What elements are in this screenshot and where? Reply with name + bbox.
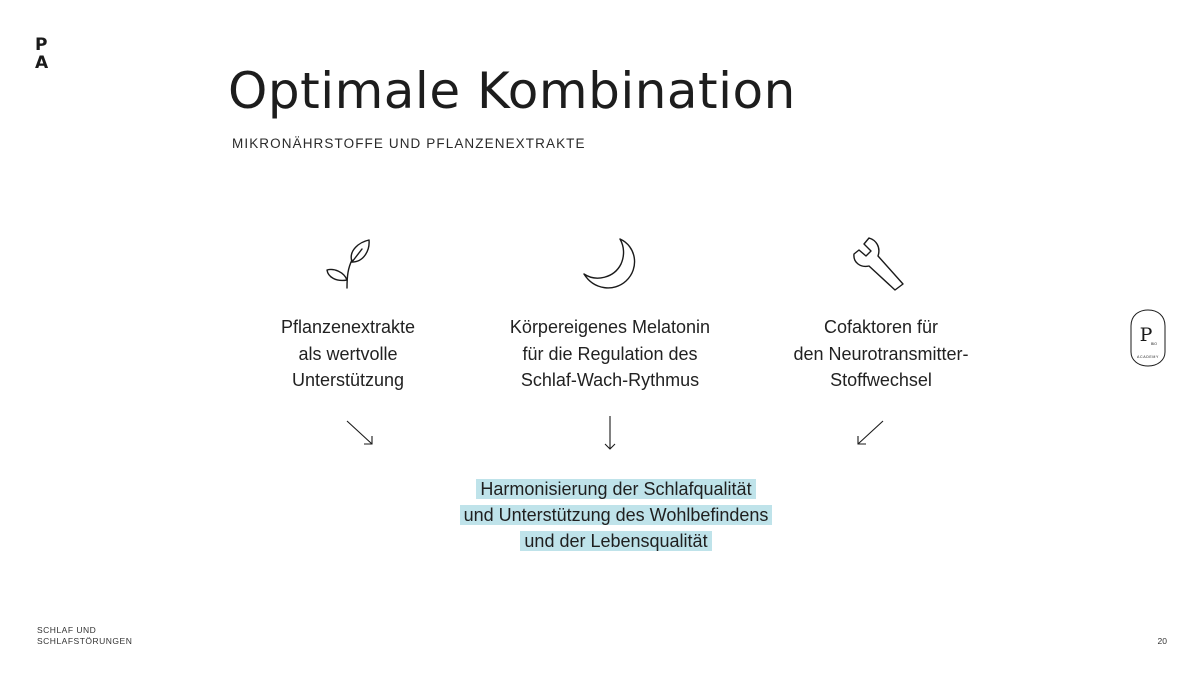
column-text-line: Stoffwechsel	[830, 370, 932, 390]
arrow-down-icon	[601, 414, 619, 452]
pa-logo	[35, 36, 48, 72]
logo-letter-p: P	[35, 35, 48, 55]
page-subtitle: MIKRONÄHRSTOFFE UND PFLANZENEXTRAKTE	[232, 136, 586, 151]
page-number: 20	[1157, 636, 1167, 646]
column-text-line: Cofaktoren für	[823, 317, 939, 337]
footer-line: SCHLAF UND	[37, 625, 97, 635]
result-line: und der Lebensqualität	[520, 531, 711, 551]
logo-letter-a: A	[35, 53, 49, 73]
academy-badge-logo	[1127, 308, 1169, 368]
arrow-down-left-icon	[854, 418, 886, 448]
column-text-line: Körpereigenes Melatonin	[509, 317, 711, 337]
badge-ring-text: ACADEMY	[1137, 355, 1159, 359]
moon-icon	[580, 232, 640, 292]
column-text-line: Pflanzenextrakte	[280, 317, 416, 337]
column-cofactors	[761, 232, 1001, 394]
column-text-line: als wertvolle	[298, 343, 398, 364]
result-line: Harmonisierung der Schlafqualität	[476, 479, 755, 499]
badge-small-text: BIO	[1150, 342, 1158, 346]
column-text-line: den Neurotransmitter-	[793, 343, 969, 364]
column-text-line: für die Regulation des	[522, 343, 698, 364]
column-plant-extracts	[228, 232, 468, 394]
result-statement	[0, 476, 1200, 554]
footer-line: SCHLAFSTÖRUNGEN	[37, 635, 133, 646]
column-text-line: Unterstützung	[291, 370, 405, 390]
column-melatonin	[490, 232, 730, 394]
result-line: und Unterstützung des Wohlbefindens	[460, 505, 773, 525]
page-title: Optimale Kombination	[228, 62, 796, 120]
badge-letter: P	[1139, 324, 1153, 346]
footer-section-label	[37, 625, 132, 646]
leaf-icon	[318, 232, 378, 292]
arrow-down-right-icon	[344, 418, 376, 448]
column-text-line: Schlaf-Wach-Rythmus	[520, 370, 700, 390]
wrench-icon	[851, 232, 911, 292]
